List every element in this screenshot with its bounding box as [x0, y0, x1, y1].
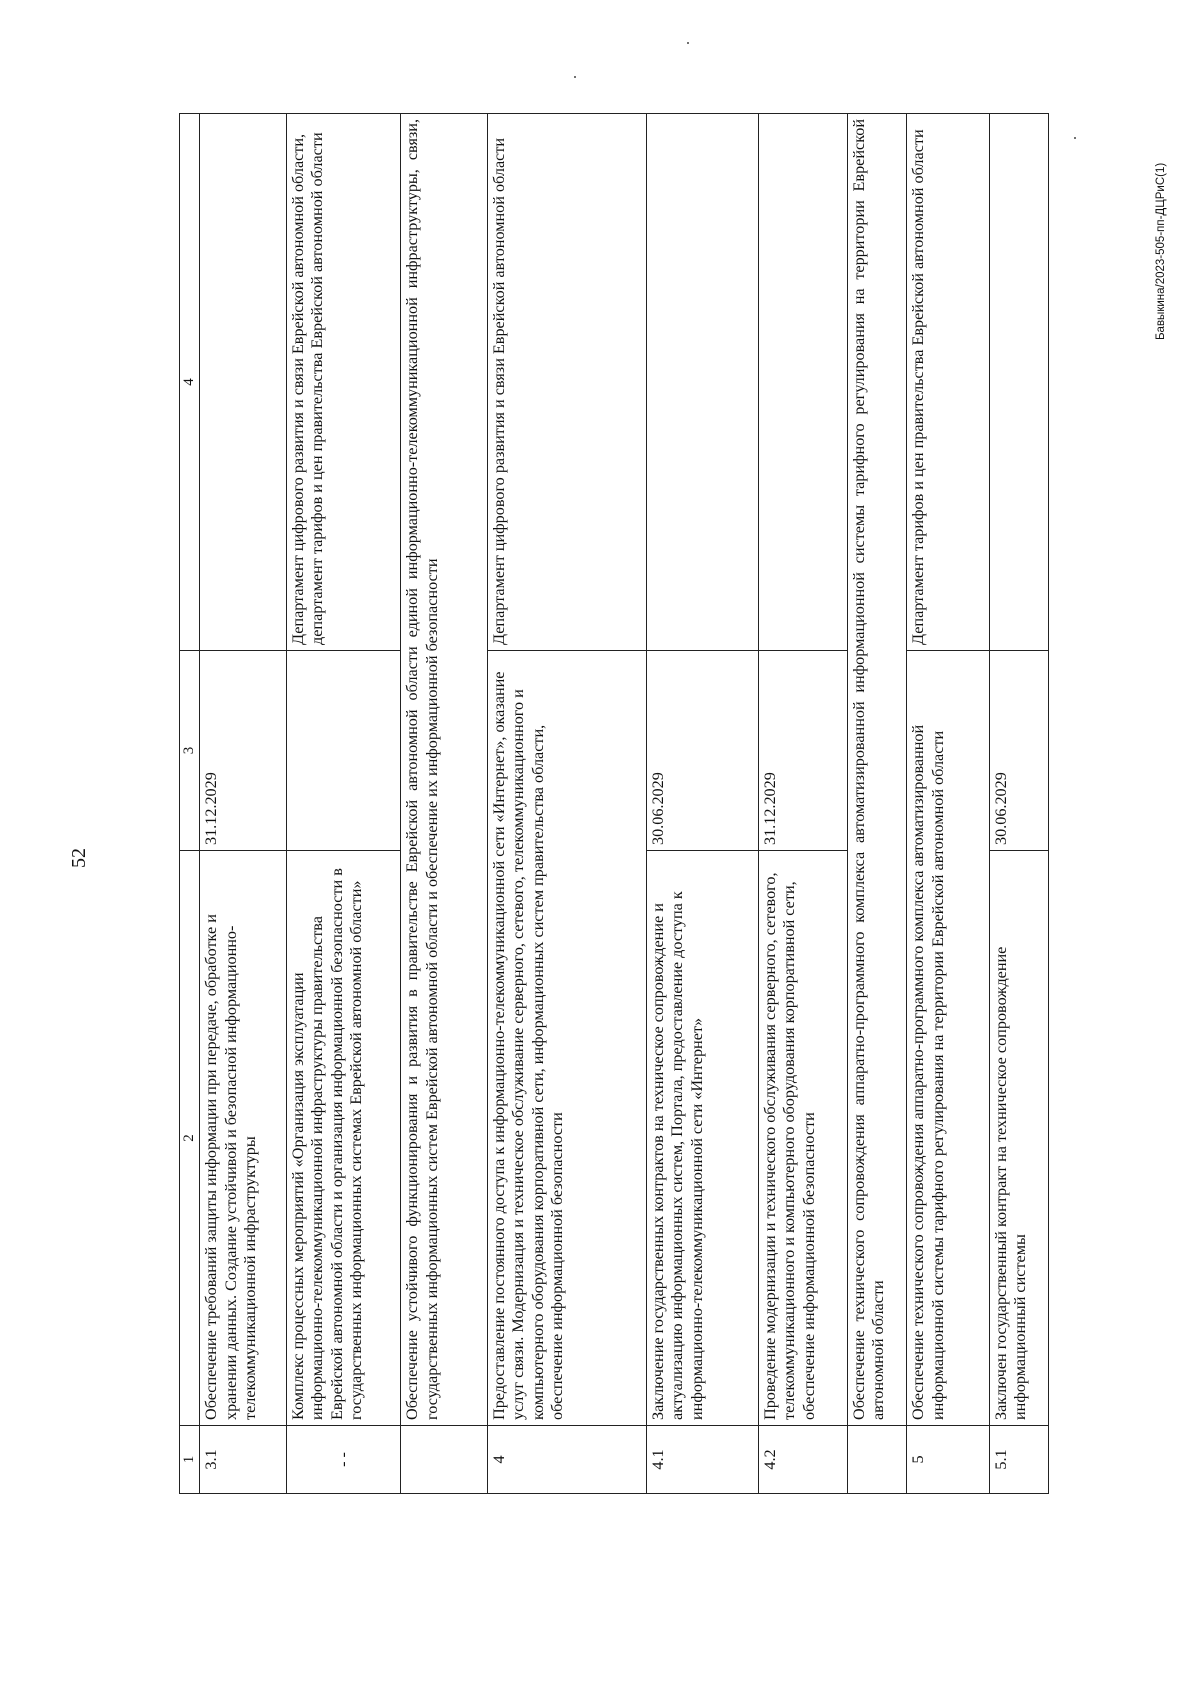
row-responsible [989, 114, 1048, 651]
row-responsible: Департамент цифрового развития и связи Еврейской автономной области [487, 114, 646, 651]
table-row [758, 114, 847, 1494]
rotated-table-container [179, 114, 1049, 1494]
row-task-spanning: Обеспечение технического сопровождения аппаратно-программного комплекса автоматизированной информационной системы тарифного регулирования на территории Еврейской автономной области [847, 114, 906, 1426]
row-description: Проведение модернизации и технического обслуживания серверного, сетевого, телекоммуникационного и компьютерного оборудования корпоративной сети, обеспечение информационной безопасности [758, 851, 847, 1426]
scan-speck [1074, 137, 1076, 139]
row-deadline: 31.12.2029 [200, 651, 287, 851]
row-deadline: 30.06.2029 [646, 651, 758, 851]
row-responsible: Департамент тарифов и цен правительства Еврейской автономной области [907, 114, 990, 651]
table-header-row [180, 114, 200, 1494]
row-number [401, 1426, 488, 1494]
row-number: 4.2 [758, 1426, 847, 1494]
row-description: Обеспечение технического сопровождения аппаратно-программного комплекса автоматизированной информационной системы тарифного регулирования на территории Еврейской автономной области [907, 651, 990, 1426]
header-cell-4: 4 [180, 114, 200, 651]
table-row [847, 114, 906, 1494]
scan-speck [687, 42, 689, 44]
header-cell-1: 1 [180, 1426, 200, 1494]
row-deadline: 31.12.2029 [758, 651, 847, 851]
table-row [907, 114, 990, 1494]
table-row [646, 114, 758, 1494]
table-row [286, 114, 400, 1494]
page-number: 52 [68, 848, 90, 868]
table-row [401, 114, 488, 1494]
table-row [487, 114, 646, 1494]
row-responsible [758, 114, 847, 651]
row-number: 4 [487, 1426, 646, 1494]
header-cell-3: 3 [180, 651, 200, 851]
row-description: Обеспечение требований защиты информации при передаче, обработке и хранении данных. Создание устойчивой и безопасной информационно-телекоммуникационной инфраструктуры [200, 851, 287, 1426]
row-responsible [646, 114, 758, 651]
header-cell-2: 2 [180, 851, 200, 1426]
measures-table [179, 113, 1049, 1494]
row-number [847, 1426, 906, 1494]
table-row [989, 114, 1048, 1494]
row-deadline [286, 651, 400, 851]
row-description: Заключение государственных контрактов на техническое сопровождение и актуализацию информационных систем, Портала, предоставление доступа к информационно-телекоммуникационной сети «Интернет» [646, 851, 758, 1426]
scan-speck [574, 76, 576, 78]
row-number: 4.1 [646, 1426, 758, 1494]
document-code: Бавыкина/2023-505-пп-ДЦРиС(1) [1155, 162, 1167, 340]
row-description: Предоставление постоянного доступа к информационно-телекоммуникационной сети «Интернет», оказание услуг связи. Модернизация и техническое обслуживание серверного, сетевого, телекоммуникационного и компьютерного оборудования корпоративной сети, информационных систем правительства области, обеспечение информационной безопасности [487, 651, 646, 1426]
row-responsible [200, 114, 287, 651]
row-number: 3.1 [200, 1426, 287, 1494]
row-number: 5.1 [989, 1426, 1048, 1494]
table-row [200, 114, 287, 1494]
row-description: Заключен государственный контракт на техническое сопровождение информационный системы [989, 851, 1048, 1426]
row-responsible: Департамент цифрового развития и связи Еврейской автономной области, департамент тарифов и цен правительства Еврейской автономной области [286, 114, 400, 651]
row-number: 5 [907, 1426, 990, 1494]
row-deadline: 30.06.2029 [989, 651, 1048, 851]
row-number: - - [286, 1426, 400, 1494]
row-task-spanning: Обеспечение устойчивого функционирования и развития в правительстве Еврейской автономной области единой информационно-телекоммуникационной инфраструктуры, связи, государственных информационных систем Еврейской автономной области и обеспечение их информационной безопасности [401, 114, 488, 1426]
row-description: Комплекс процессных мероприятий «Организация эксплуатации информационно-телекоммуникационной инфраструктуры правительства Еврейской автономной области и организация информационной безопасности в государственных информационных системах Еврейской автономной области» [286, 851, 400, 1426]
